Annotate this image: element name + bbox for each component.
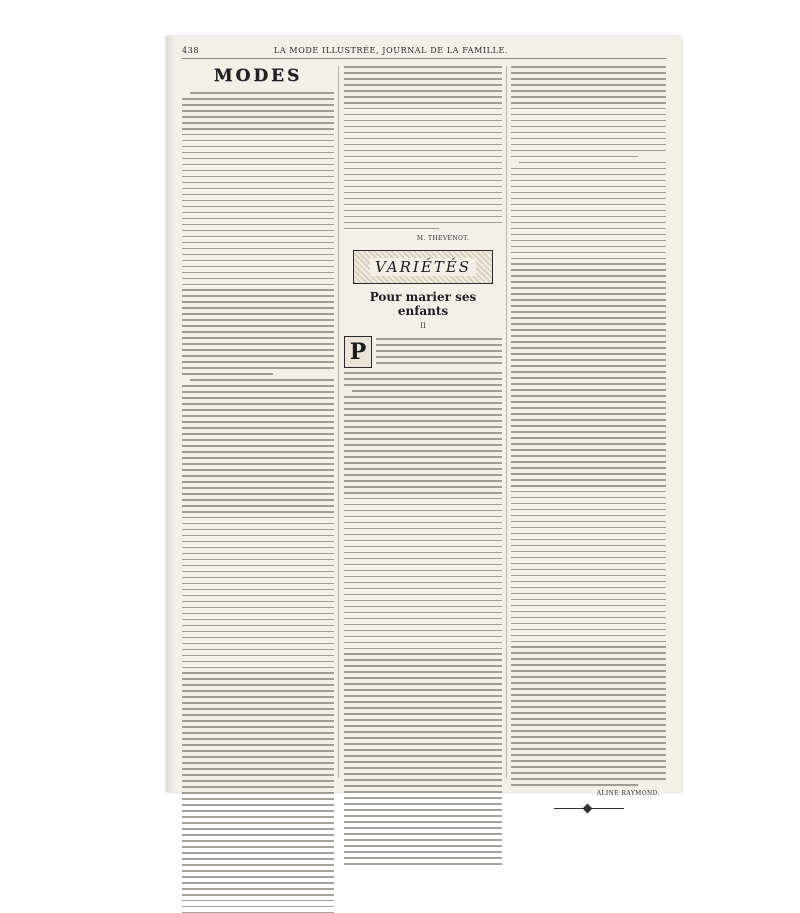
modes-heading: MODES — [213, 66, 303, 86]
dropcap-letter: P — [344, 336, 372, 368]
journal-title: LA MODE ILLUSTRÉE, JOURNAL DE LA FAMILLE. — [274, 46, 509, 55]
page-gutter-shade — [166, 36, 176, 792]
newspaper-page — [166, 36, 682, 798]
column-2 — [344, 66, 502, 766]
header-rule — [182, 58, 666, 59]
article-title: Pour marier ses enfants — [369, 290, 477, 319]
column-divider-1 — [338, 66, 339, 778]
end-ornament — [554, 805, 624, 813]
article-text-col3 — [511, 66, 666, 786]
article-opening — [344, 336, 502, 390]
varietes-banner — [353, 250, 493, 284]
column-3 — [511, 66, 666, 798]
article-signature: ALINE RAYMOND. — [596, 790, 660, 798]
article-part: II — [420, 322, 426, 331]
page-number: 438 — [182, 46, 200, 55]
column-1 — [182, 66, 334, 766]
column-divider-2 — [506, 66, 507, 778]
article-text-col2 — [344, 390, 502, 864]
modes-text-col1 — [182, 92, 334, 913]
modes-signature: M. THEVENOT. — [416, 235, 470, 243]
modes-text-col2 — [344, 66, 502, 229]
varietes-banner-text: VARIÉTÉS — [370, 258, 476, 276]
